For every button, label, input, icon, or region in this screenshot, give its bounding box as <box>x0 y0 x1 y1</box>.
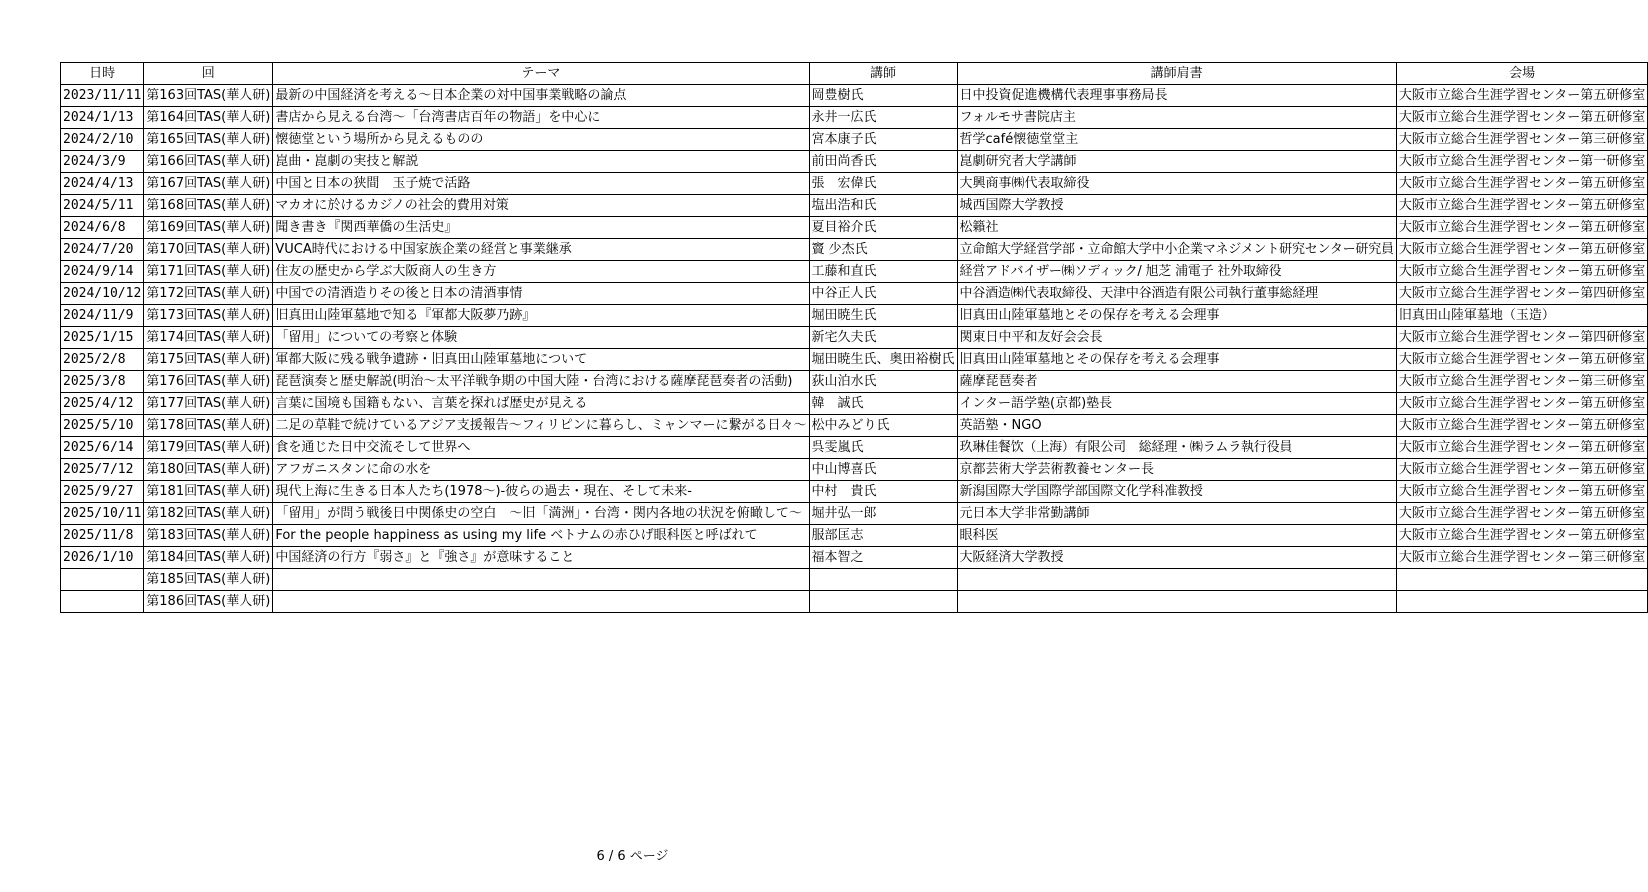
row-session: 第169回TAS(華人研) <box>144 217 273 239</box>
row-session: 第167回TAS(華人研) <box>144 173 273 195</box>
row-session: 第182回TAS(華人研) <box>144 503 273 525</box>
table-row <box>61 151 1648 173</box>
table-row <box>61 129 1648 151</box>
row-date: 2026/1/10 <box>61 547 144 569</box>
row-date: 2025/5/10 <box>61 415 144 437</box>
row-venue: 大阪市立総合生涯学習センター第五研修室 <box>1396 481 1647 503</box>
row-date <box>61 591 144 613</box>
row-theme: 住友の歴史から学ぶ大阪商人の生き方 <box>273 261 809 283</box>
row-session: 第166回TAS(華人研) <box>144 151 273 173</box>
row-theme <box>273 591 809 613</box>
row-session: 第180回TAS(華人研) <box>144 459 273 481</box>
row-lecturer: 工藤和直氏 <box>809 261 957 283</box>
row-theme: 最新の中国経済を考える～日本企業の対中国事業戦略の論点 <box>273 85 809 107</box>
table-row <box>61 459 1648 481</box>
row-theme <box>273 569 809 591</box>
row-venue: 大阪市立総合生涯学習センター第五研修室 <box>1396 393 1647 415</box>
table-row <box>61 85 1648 107</box>
table-row <box>61 195 1648 217</box>
row-lecturer: 中谷正人氏 <box>809 283 957 305</box>
row-theme: 中国と日本の狭間 玉子焼で活路 <box>273 173 809 195</box>
row-lecturer: 中村 貴氏 <box>809 481 957 503</box>
row-session: 第172回TAS(華人研) <box>144 283 273 305</box>
row-lecturer: 永井一広氏 <box>809 107 957 129</box>
row-session: 第168回TAS(華人研) <box>144 195 273 217</box>
row-lecturer-title: 元日本大学非常勤講師 <box>957 503 1396 525</box>
row-lecturer-title: 旧真田山陸軍墓地とその保存を考える会理事 <box>957 349 1396 371</box>
row-venue: 大阪市立総合生涯学習センター第三研修室 <box>1396 371 1647 393</box>
row-venue: 大阪市立総合生涯学習センター第四研修室 <box>1396 283 1647 305</box>
row-session: 第173回TAS(華人研) <box>144 305 273 327</box>
row-lecturer-title: 玖琳佳餐饮（上海）有限公司 総経理・㈱ラムラ執行役員 <box>957 437 1396 459</box>
row-date: 2025/7/12 <box>61 459 144 481</box>
row-date: 2025/2/8 <box>61 349 144 371</box>
row-venue: 旧真田山陸軍墓地（玉造） <box>1396 305 1647 327</box>
row-theme: 食を通じた日中交流そして世界へ <box>273 437 809 459</box>
row-lecturer-title: 関東日中平和友好会会長 <box>957 327 1396 349</box>
row-lecturer-title: 京都芸術大学芸術教養センター長 <box>957 459 1396 481</box>
row-lecturer-title: 大興商事㈱代表取締役 <box>957 173 1396 195</box>
row-venue: 大阪市立総合生涯学習センター第五研修室 <box>1396 85 1647 107</box>
row-theme: 聞き書き『関西華僑の生活史』 <box>273 217 809 239</box>
row-lecturer: 宮本康子氏 <box>809 129 957 151</box>
row-venue: 大阪市立総合生涯学習センター第五研修室 <box>1396 525 1647 547</box>
row-date: 2024/11/9 <box>61 305 144 327</box>
row-venue: 大阪市立総合生涯学習センター第五研修室 <box>1396 503 1647 525</box>
table-header-row <box>61 63 1648 85</box>
table-row <box>61 393 1648 415</box>
row-session: 第185回TAS(華人研) <box>144 569 273 591</box>
row-lecturer-title: 城西国際大学教授 <box>957 195 1396 217</box>
row-lecturer: 韓 誠氏 <box>809 393 957 415</box>
row-theme: マカオに於けるカジノの社会的費用対策 <box>273 195 809 217</box>
row-lecturer: 松中みどり氏 <box>809 415 957 437</box>
row-lecturer: 堀井弘一郎 <box>809 503 957 525</box>
row-lecturer: 福本智之 <box>809 547 957 569</box>
table-row <box>61 371 1648 393</box>
header-date: 日時 <box>61 63 144 85</box>
row-date: 2024/6/8 <box>61 217 144 239</box>
row-lecturer <box>809 569 957 591</box>
row-session: 第186回TAS(華人研) <box>144 591 273 613</box>
row-theme: 琵琶演奏と歴史解説(明治～太平洋戦争期の中国大陸・台湾における薩摩琵琶奏者の活動) <box>273 371 809 393</box>
row-date: 2025/10/11 <box>61 503 144 525</box>
table-row <box>61 591 1648 613</box>
row-session: 第178回TAS(華人研) <box>144 415 273 437</box>
table-row <box>61 349 1648 371</box>
table-row <box>61 327 1648 349</box>
row-date: 2024/3/9 <box>61 151 144 173</box>
row-theme: 言葉に国境も国籍もない、言葉を探れば歴史が見える <box>273 393 809 415</box>
row-venue: 大阪市立総合生涯学習センター第三研修室 <box>1396 547 1647 569</box>
row-theme: 書店から見える台湾～「台湾書店百年の物語」を中心に <box>273 107 809 129</box>
row-lecturer-title: フォルモサ書院店主 <box>957 107 1396 129</box>
row-date: 2024/9/14 <box>61 261 144 283</box>
row-lecturer-title: 眼科医 <box>957 525 1396 547</box>
row-date: 2024/7/20 <box>61 239 144 261</box>
header-lecturer: 講師 <box>809 63 957 85</box>
row-lecturer-title: インター語学塾(京都)塾長 <box>957 393 1396 415</box>
row-date: 2025/11/8 <box>61 525 144 547</box>
row-lecturer-title: 松籟社 <box>957 217 1396 239</box>
table-row <box>61 503 1648 525</box>
row-venue: 大阪市立総合生涯学習センター第五研修室 <box>1396 261 1647 283</box>
row-theme: 二足の草鞋で続けているアジア支援報告～フィリピンに暮らし、ミャンマーに繋がる日々～ <box>273 415 809 437</box>
table-row <box>61 107 1648 129</box>
schedule-table <box>60 62 1648 613</box>
row-venue: 大阪市立総合生涯学習センター第五研修室 <box>1396 217 1647 239</box>
row-date: 2024/10/12 <box>61 283 144 305</box>
row-session: 第164回TAS(華人研) <box>144 107 273 129</box>
row-venue <box>1396 591 1647 613</box>
row-lecturer-title: 旧真田山陸軍墓地とその保存を考える会理事 <box>957 305 1396 327</box>
row-lecturer: 張 宏偉氏 <box>809 173 957 195</box>
row-session: 第176回TAS(華人研) <box>144 371 273 393</box>
row-date: 2024/4/13 <box>61 173 144 195</box>
header-venue: 会場 <box>1396 63 1647 85</box>
row-lecturer-title: 新潟国際大学国際学部国際文化学科准教授 <box>957 481 1396 503</box>
row-lecturer: 堀田暁生氏、奥田裕樹氏 <box>809 349 957 371</box>
row-venue: 大阪市立総合生涯学習センター第五研修室 <box>1396 173 1647 195</box>
row-session: 第174回TAS(華人研) <box>144 327 273 349</box>
header-session: 回 <box>144 63 273 85</box>
row-session: 第171回TAS(華人研) <box>144 261 273 283</box>
table-row <box>61 261 1648 283</box>
page-number: 6 / 6 ページ <box>596 849 669 864</box>
row-date: 2025/4/12 <box>61 393 144 415</box>
row-session: 第183回TAS(華人研) <box>144 525 273 547</box>
row-lecturer: 夏目裕介氏 <box>809 217 957 239</box>
row-lecturer-title: 中谷酒造㈱代表取締役、天津中谷酒造有限公司執行董事総経理 <box>957 283 1396 305</box>
row-session: 第184回TAS(華人研) <box>144 547 273 569</box>
row-date: 2024/2/10 <box>61 129 144 151</box>
row-theme: アフガニスタンに命の水を <box>273 459 809 481</box>
table-row <box>61 305 1648 327</box>
row-venue: 大阪市立総合生涯学習センター第一研修室 <box>1396 151 1647 173</box>
row-date: 2025/3/8 <box>61 371 144 393</box>
row-lecturer: 前田尚香氏 <box>809 151 957 173</box>
row-lecturer: 荻山泊水氏 <box>809 371 957 393</box>
table-row <box>61 239 1648 261</box>
row-venue: 大阪市立総合生涯学習センター第五研修室 <box>1396 195 1647 217</box>
row-theme: 「留用」が問う戦後日中関係史の空白 ～旧「満洲」・台湾・関内各地の状況を俯瞰して～ <box>273 503 809 525</box>
row-session: 第163回TAS(華人研) <box>144 85 273 107</box>
row-lecturer: 堀田暁生氏 <box>809 305 957 327</box>
row-theme: 崑曲・崑劇の実技と解説 <box>273 151 809 173</box>
table-row <box>61 173 1648 195</box>
row-venue: 大阪市立総合生涯学習センター第三研修室 <box>1396 129 1647 151</box>
row-session: 第181回TAS(華人研) <box>144 481 273 503</box>
row-lecturer-title: 経営アドバイザー㈱ソディック/ 旭芝 浦電子 社外取締役 <box>957 261 1396 283</box>
table-row <box>61 217 1648 239</box>
row-lecturer <box>809 591 957 613</box>
row-session: 第175回TAS(華人研) <box>144 349 273 371</box>
table-row <box>61 481 1648 503</box>
row-theme: 軍都大阪に残る戦争遺跡・旧真田山陸軍墓地について <box>273 349 809 371</box>
row-lecturer-title: 英語塾・NGO <box>957 415 1396 437</box>
row-venue: 大阪市立総合生涯学習センター第五研修室 <box>1396 107 1647 129</box>
row-date: 2025/9/27 <box>61 481 144 503</box>
row-venue: 大阪市立総合生涯学習センター第五研修室 <box>1396 349 1647 371</box>
header-lecturer-title: 講師肩書 <box>957 63 1396 85</box>
row-lecturer-title: 日中投資促進機構代表理事事務局長 <box>957 85 1396 107</box>
row-lecturer-title <box>957 569 1396 591</box>
row-lecturer-title: 哲学café懐徳堂堂主 <box>957 129 1396 151</box>
row-date: 2025/1/15 <box>61 327 144 349</box>
row-date: 2025/6/14 <box>61 437 144 459</box>
row-lecturer-title: 大阪経済大学教授 <box>957 547 1396 569</box>
row-lecturer-title: 薩摩琵琶奏者 <box>957 371 1396 393</box>
row-lecturer-title <box>957 591 1396 613</box>
row-lecturer: 中山博喜氏 <box>809 459 957 481</box>
header-theme: テーマ <box>273 63 809 85</box>
row-lecturer-title: 立命館大学経営学部・立命館大学中小企業マネジメント研究センター研究員 <box>957 239 1396 261</box>
row-lecturer: 岡豊樹氏 <box>809 85 957 107</box>
row-venue: 大阪市立総合生涯学習センター第四研修室 <box>1396 327 1647 349</box>
row-lecturer: 塩出浩和氏 <box>809 195 957 217</box>
row-lecturer-title: 崑劇研究者大学講師 <box>957 151 1396 173</box>
row-venue: 大阪市立総合生涯学習センター第五研修室 <box>1396 415 1647 437</box>
row-date <box>61 569 144 591</box>
row-session: 第179回TAS(華人研) <box>144 437 273 459</box>
row-theme: 旧真田山陸軍墓地で知る『軍都大阪夢乃跡』 <box>273 305 809 327</box>
row-session: 第177回TAS(華人研) <box>144 393 273 415</box>
row-theme: 中国経済の行方『弱さ』と『強さ』が意味すること <box>273 547 809 569</box>
row-date: 2024/5/11 <box>61 195 144 217</box>
table-row <box>61 283 1648 305</box>
row-lecturer: 新宅久夫氏 <box>809 327 957 349</box>
row-session: 第165回TAS(華人研) <box>144 129 273 151</box>
row-venue <box>1396 569 1647 591</box>
row-theme: 懐徳堂という場所から見えるものの <box>273 129 809 151</box>
row-date: 2023/11/11 <box>61 85 144 107</box>
table-row <box>61 569 1648 591</box>
row-venue: 大阪市立総合生涯学習センター第五研修室 <box>1396 239 1647 261</box>
row-theme: VUCA時代における中国家族企業の経営と事業継承 <box>273 239 809 261</box>
table-row <box>61 547 1648 569</box>
row-lecturer: 呉雯嵐氏 <box>809 437 957 459</box>
table-row <box>61 415 1648 437</box>
row-venue: 大阪市立総合生涯学習センター第五研修室 <box>1396 459 1647 481</box>
row-theme: 中国での清酒造りその後と日本の清酒事情 <box>273 283 809 305</box>
table-body <box>61 85 1648 613</box>
table-row <box>61 525 1648 547</box>
row-venue: 大阪市立総合生涯学習センター第五研修室 <box>1396 437 1647 459</box>
row-lecturer: 竇 少杰氏 <box>809 239 957 261</box>
table-row <box>61 437 1648 459</box>
row-session: 第170回TAS(華人研) <box>144 239 273 261</box>
row-theme: 「留用」についての考察と体験 <box>273 327 809 349</box>
row-theme: 現代上海に生きる日本人たち(1978～)-彼らの過去・現在、そして未来- <box>273 481 809 503</box>
row-date: 2024/1/13 <box>61 107 144 129</box>
row-lecturer: 服部匡志 <box>809 525 957 547</box>
row-theme: For the people happiness as using my life ベトナムの赤ひげ眼科医と呼ばれて <box>273 525 809 547</box>
